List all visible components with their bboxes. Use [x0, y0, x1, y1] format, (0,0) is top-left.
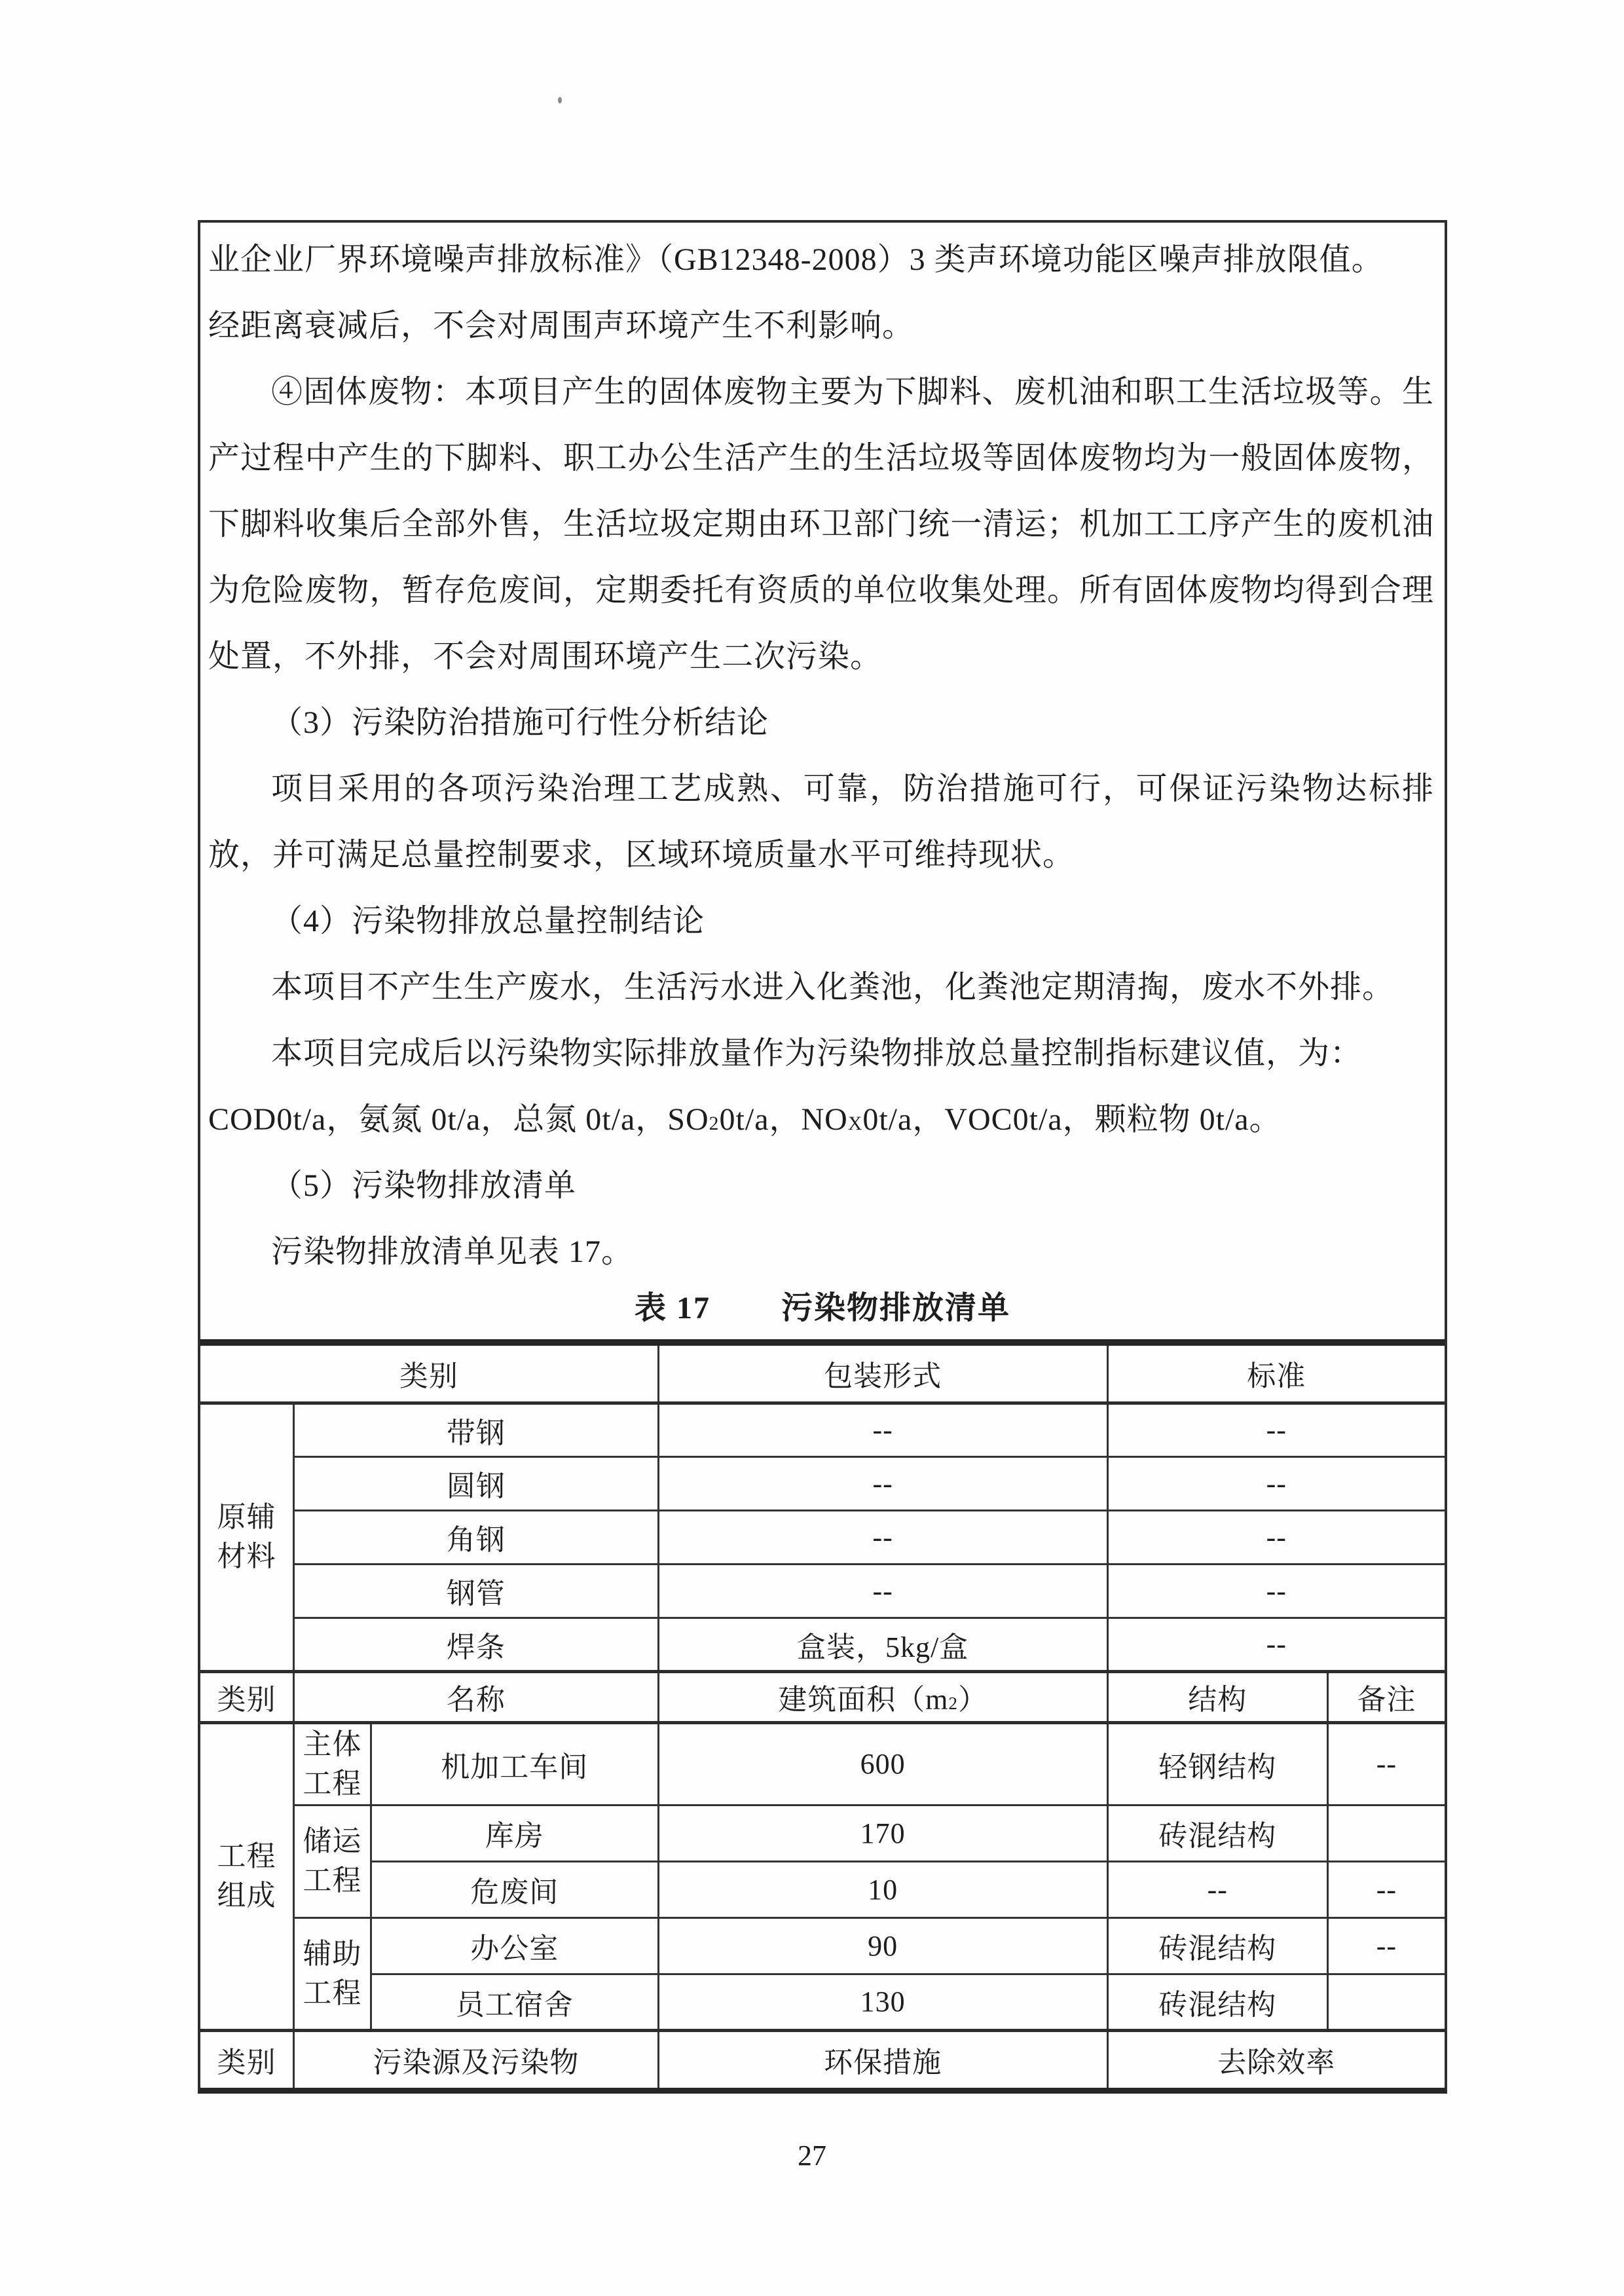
cell-project-area: 170 — [658, 1805, 1107, 1861]
header-building-area — [658, 1671, 1107, 1722]
scan-speck — [558, 97, 562, 103]
header-standard: 标准 — [1107, 1342, 1445, 1403]
header-category: 类别 — [200, 1342, 658, 1403]
project-row — [200, 1722, 1445, 1805]
cell-material-packaging: -- — [658, 1456, 1107, 1510]
header-category: 类别 — [200, 2030, 294, 2088]
cell-material-packaging: -- — [658, 1564, 1107, 1618]
cell-material-packaging: -- — [658, 1510, 1107, 1564]
cell-project-name: 危废间 — [371, 1861, 658, 1917]
cell-project-area: 600 — [658, 1722, 1107, 1805]
cell-project-area: 10 — [658, 1861, 1107, 1917]
paragraph-see-table17: 污染物排放清单见表 17。 — [271, 1234, 634, 1269]
area-label-pre: 建筑面积（m — [778, 1684, 949, 1716]
header-category: 类别 — [200, 1671, 294, 1722]
cell-project-structure: 砖混结构 — [1107, 1805, 1327, 1861]
material-row — [200, 1403, 1445, 1456]
nox-subscript: X — [847, 1113, 863, 1134]
area-label-post: ） — [958, 1684, 988, 1716]
table17-block — [200, 1282, 1445, 2088]
subgroup-main-works: 主体工程 — [294, 1722, 371, 1805]
paragraph-emission-values — [208, 1086, 1434, 1153]
subgroup-storage-works: 储运工程 — [294, 1805, 371, 1917]
header-remark: 备注 — [1327, 1671, 1445, 1722]
project-row — [200, 1917, 1445, 1974]
materials-header-row — [200, 1342, 1445, 1403]
subgroup-auxiliary-works: 辅助工程 — [294, 1917, 371, 2030]
table-17 — [200, 1339, 1445, 2088]
paragraph-no-wastewater: 本项目不产生生产废水，生活污水进入化粪池，化粪池定期清掏，废水不外排。 — [271, 970, 1395, 1005]
cell-material-name: 带钢 — [294, 1403, 659, 1456]
cell-project-remark: -- — [1327, 1917, 1445, 1974]
project-row — [200, 1861, 1445, 1917]
body-text — [200, 223, 1445, 1285]
cell-project-area: 130 — [658, 1974, 1107, 2030]
cell-project-remark: -- — [1327, 1722, 1445, 1805]
projects-group-label: 工程组成 — [200, 1722, 294, 2030]
area-label-superscript: 2 — [948, 1694, 959, 1713]
emission-values-seg1: COD0t/a，氨氮 0t/a，总氮 0t/a，SO — [208, 1102, 709, 1137]
cell-project-remark — [1327, 1805, 1445, 1861]
header-name: 名称 — [294, 1671, 659, 1722]
material-row — [200, 1510, 1445, 1564]
table-title — [200, 1282, 1445, 1327]
pollution-header-row — [200, 2030, 1445, 2088]
table-title-text: 污染物排放清单 — [781, 1291, 1011, 1325]
table-number-label: 表 17 — [634, 1291, 710, 1325]
heading-total-emission-control: （4）污染物排放总量控制结论 — [271, 904, 705, 938]
cell-project-structure: 砖混结构 — [1107, 1974, 1327, 2030]
paragraph-feasibility-conclusion: 项目采用的各项污染治理工艺成熟、可靠，防治措施可行，可保证污染物达标排放，并可满足总量控制要求，区域环境质量水平可维持现状。 — [208, 771, 1434, 872]
cell-project-structure: 砖混结构 — [1107, 1917, 1327, 1974]
cell-project-name: 库房 — [371, 1805, 658, 1861]
so2-subscript: 2 — [709, 1113, 720, 1134]
header-pollution-source: 污染源及污染物 — [294, 2030, 659, 2088]
content-frame — [198, 220, 1447, 2094]
header-packaging: 包装形式 — [658, 1342, 1107, 1403]
paragraph-solid-waste: ④固体废物：本项目产生的固体废物主要为下脚料、废机油和职工生活垃圾等。生产过程中产生的下脚料、职工办公生活产生的生活垃圾等固体废物均为一般固体废物，下脚料收集后全部外售，生活垃圾定期由环卫部门统一清运；机加工工序产生的废机油为危险废物，暂存危废间，定期委托有资质的单位收集处理。所有固体废物均得到合理处置，不外排，不会对周围环境产生二次污染。 — [208, 375, 1434, 674]
cell-material-standard: -- — [1107, 1510, 1445, 1564]
cell-project-structure: 轻钢结构 — [1107, 1722, 1327, 1805]
materials-group-label: 原辅材料 — [200, 1403, 294, 1671]
cell-material-packaging: -- — [658, 1403, 1107, 1456]
cell-material-standard: -- — [1107, 1618, 1445, 1671]
cell-project-name: 办公室 — [371, 1917, 658, 1974]
cell-material-standard: -- — [1107, 1456, 1445, 1510]
page-number: 27 — [798, 2139, 826, 2172]
projects-header-row — [200, 1671, 1445, 1722]
header-structure: 结构 — [1107, 1671, 1327, 1722]
cell-project-area: 90 — [658, 1917, 1107, 1974]
cell-material-name: 焊条 — [294, 1618, 659, 1671]
cell-project-name: 员工宿舍 — [371, 1974, 658, 2030]
cell-project-remark: -- — [1327, 1861, 1445, 1917]
cell-material-name: 圆钢 — [294, 1456, 659, 1510]
heading-emission-inventory: （5）污染物排放清单 — [271, 1168, 577, 1203]
project-row — [200, 1805, 1445, 1861]
header-removal-efficiency: 去除效率 — [1107, 2030, 1445, 2088]
heading-pollution-control-feasibility: （3）污染防治措施可行性分析结论 — [271, 705, 769, 740]
material-row — [200, 1564, 1445, 1618]
cell-material-name: 角钢 — [294, 1510, 659, 1564]
cell-project-remark — [1327, 1974, 1445, 2030]
material-row — [200, 1456, 1445, 1510]
paragraph-emission-target-intro: 本项目完成后以污染物实际排放量作为污染物排放总量控制指标建议值，为： — [271, 1036, 1363, 1071]
cell-material-standard: -- — [1107, 1564, 1445, 1618]
paragraph-noise-standard-line2: 经距离衰减后，不会对周围声环境产生不利影响。 — [208, 308, 915, 343]
cell-project-name: 机加工车间 — [371, 1722, 658, 1805]
cell-material-packaging: 盒装，5kg/盒 — [658, 1618, 1107, 1671]
paragraph-noise-standard-line1: 业企业厂界环境噪声排放标准》（GB12348-2008）3 类声环境功能区噪声排放限值。 — [208, 242, 1384, 277]
emission-values-seg2: 0t/a，NO — [719, 1102, 848, 1137]
cell-material-standard: -- — [1107, 1403, 1445, 1456]
material-row — [200, 1618, 1445, 1671]
project-row — [200, 1974, 1445, 2030]
cell-material-name: 钢管 — [294, 1564, 659, 1618]
emission-values-seg3: 0t/a，VOC0t/a，颗粒物 0t/a。 — [862, 1102, 1282, 1137]
cell-project-structure: -- — [1107, 1861, 1327, 1917]
header-env-measures: 环保措施 — [658, 2030, 1107, 2088]
